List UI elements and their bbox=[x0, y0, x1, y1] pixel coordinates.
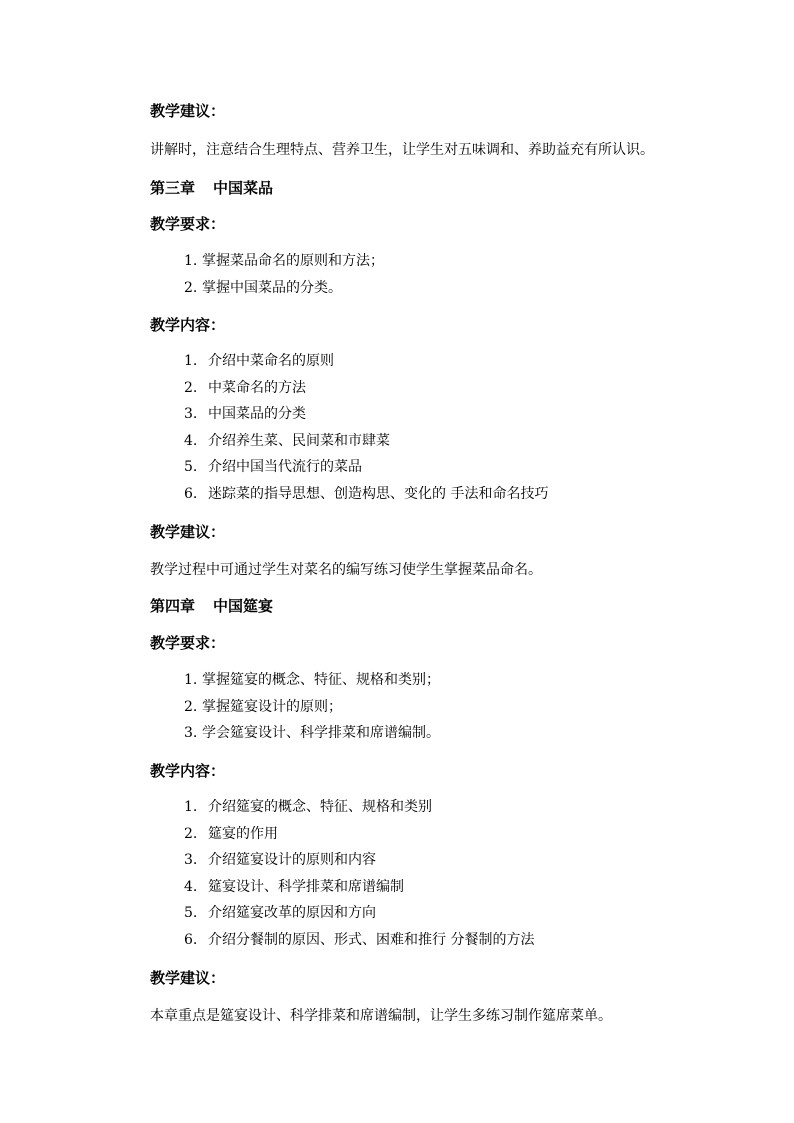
list-item: 4. 筵宴设计、科学排菜和席谱编制 bbox=[184, 878, 404, 895]
list-item: 2. 掌握筵宴设计的原则； bbox=[184, 698, 342, 715]
list-item: 3. 学会筵宴设计、科学排菜和席谱编制。 bbox=[184, 725, 440, 741]
list-item: 1. 介绍筵宴的概念、特征、规格和类别 bbox=[184, 799, 432, 815]
chapter-name: 中国菜品 bbox=[213, 179, 274, 197]
chapter-name: 中国筵宴 bbox=[213, 597, 274, 615]
section-heading-teaching-advice: 教学建议： bbox=[150, 523, 226, 541]
section-heading-teaching-advice: 教学建议： bbox=[150, 969, 226, 987]
content-list bbox=[184, 351, 548, 510]
list-item: 3. 中国菜品的分类 bbox=[184, 406, 306, 422]
list-item: 5. 介绍中国当代流行的菜品 bbox=[184, 459, 362, 475]
section-heading-teaching-content: 教学内容： bbox=[150, 316, 226, 334]
requirements-list bbox=[184, 670, 440, 750]
list-item: 5. 介绍筵宴改革的原因和方向 bbox=[184, 905, 376, 921]
list-item: 1. 掌握筵宴的概念、特征、规格和类别； bbox=[184, 672, 440, 688]
chapter-title bbox=[150, 596, 734, 616]
list-item: 3. 介绍筵宴设计的原则和内容 bbox=[184, 852, 376, 868]
chapter-label: 第四章 bbox=[150, 597, 196, 615]
list-item: 6. 介绍分餐制的原因、形式、困难和推行 分餐制的方法 bbox=[184, 931, 535, 948]
section-heading-teaching-content: 教学内容： bbox=[150, 762, 226, 780]
paragraph-text: 本章重点是筵宴设计、科学排菜和席谱编制，让学生多练习制作筵席菜单。 bbox=[150, 1008, 612, 1024]
requirements-list bbox=[184, 251, 384, 304]
list-item: 1. 介绍中菜命名的原则 bbox=[184, 353, 334, 369]
list-item: 2. 筵宴的作用 bbox=[184, 825, 278, 842]
chapter-label: 第三章 bbox=[150, 179, 196, 197]
chapter-title bbox=[150, 178, 734, 198]
section-heading-teaching-requirements: 教学要求： bbox=[150, 215, 226, 233]
list-item: 1. 掌握菜品命名的原则和方法； bbox=[184, 253, 384, 269]
section-heading-teaching-advice: 教学建议： bbox=[150, 102, 226, 120]
paragraph-text: 教学过程中可通过学生对菜名的编写练习使学生掌握菜品命名。 bbox=[150, 562, 542, 578]
list-item: 4. 介绍养生菜、民间菜和市肆菜 bbox=[184, 432, 390, 449]
list-item: 2. 中菜命名的方法 bbox=[184, 379, 306, 396]
list-item: 2. 掌握中国菜品的分类。 bbox=[184, 279, 342, 296]
section-heading-teaching-requirements: 教学要求： bbox=[150, 634, 226, 652]
paragraph-text: 讲解时，注意结合生理特点、营养卫生，让学生对五味调和、养助益充有所认识。 bbox=[150, 142, 654, 158]
list-item: 6. 迷踪菜的指导思想、创造构思、变化的 手法和命名技巧 bbox=[184, 485, 549, 502]
content-list bbox=[184, 797, 534, 956]
